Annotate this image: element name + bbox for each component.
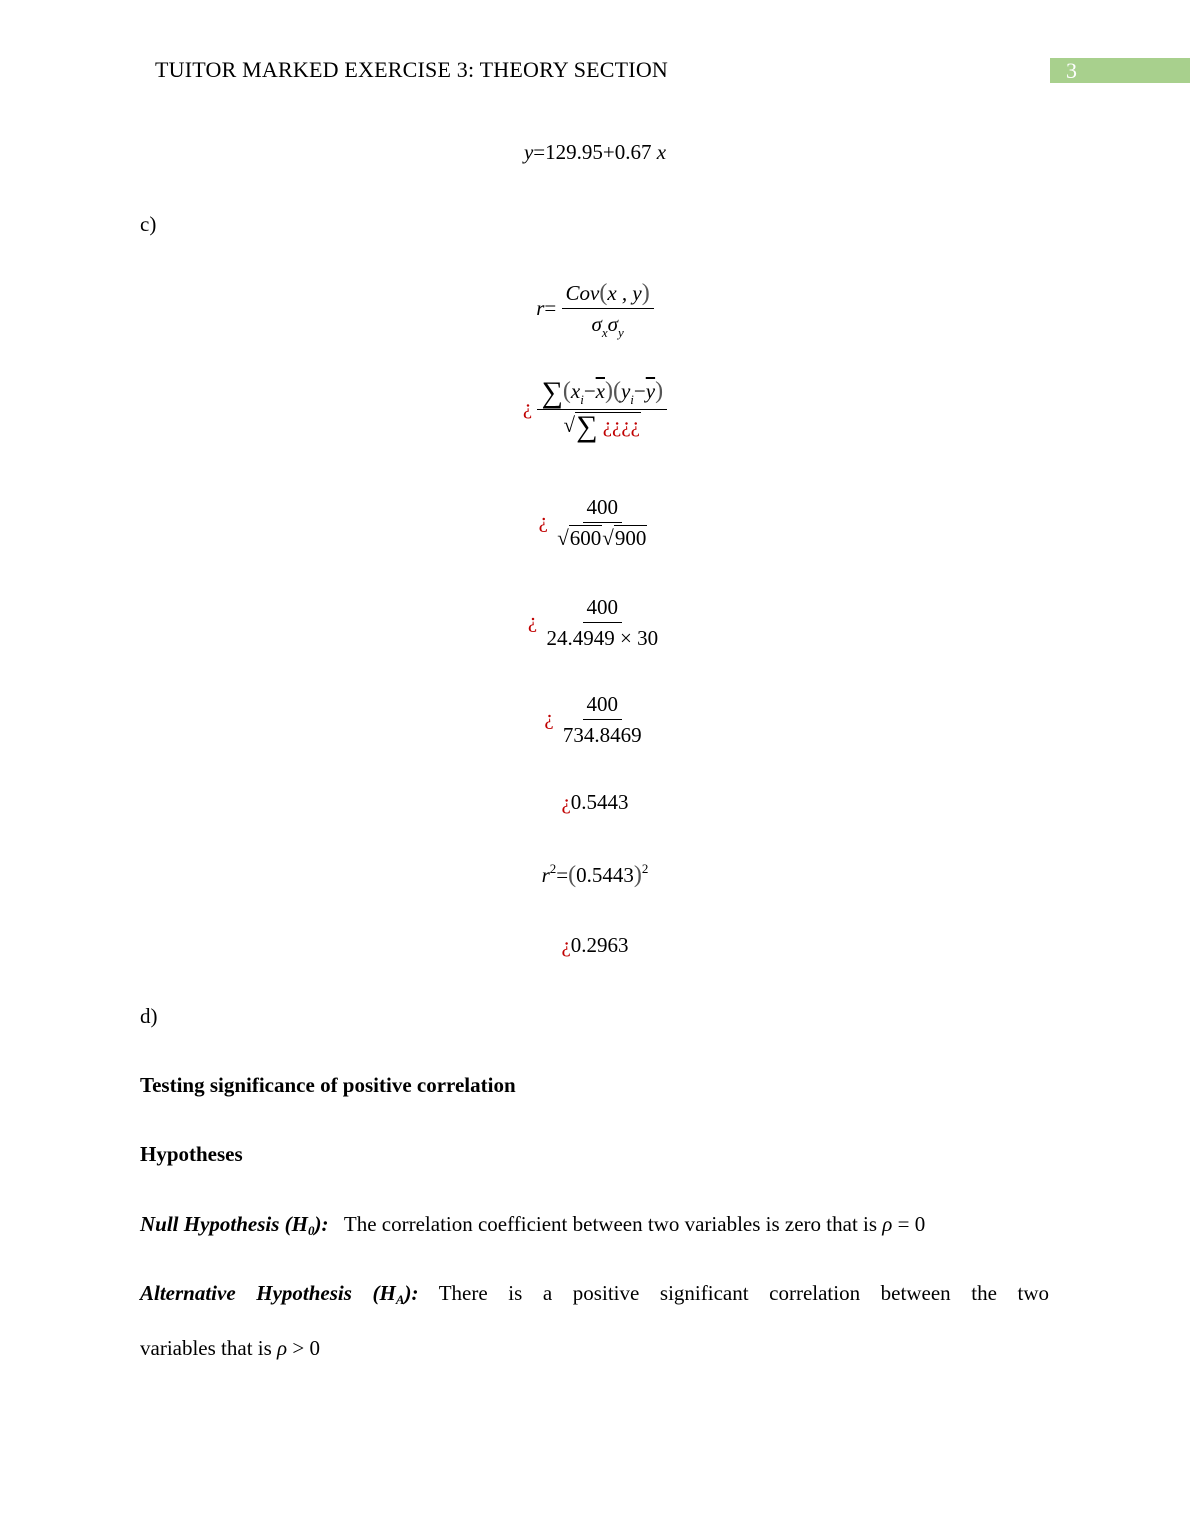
alternative-hypothesis-line1: Alternative Hypothesis (HA): There is a positive significant correlation between the two (140, 1281, 1049, 1307)
r-squared-equation: $r^2=(0.5443)^2$ (541, 861, 649, 888)
part-d-label: d) (140, 1004, 158, 1028)
step-r-value: ¿0.5443 (561, 790, 629, 814)
page-number-badge (1050, 58, 1190, 83)
correlation-summation: ¿ $\frac{\sum(x_i-\overline{x})(y_i-\overline{y})}{√\sum ¿¿¿¿}$ (0, 378, 1190, 440)
step-product: ¿ $\frac{400}{24.4949 \times 30}$ (527, 595, 659, 650)
part-c-label: c) (140, 212, 157, 236)
step-quotient: ¿ $\frac{400}{734.8469}$ (544, 692, 642, 747)
step-r-squared-value: ¿0.2963 (561, 933, 629, 957)
alternative-hypothesis-line2: variables that is ρ > 0 (140, 1336, 320, 1360)
heading-hypotheses: Hypotheses (140, 1142, 243, 1166)
correlation-definition: r= $\frac{\text{Cov(x , y)}}{\sigma_x\sigma_y}$ (0, 280, 1190, 340)
step-sqrt-values: ¿ $\frac{400}{√600√900}$ (538, 495, 647, 550)
running-header-title: TUITOR MARKED EXERCISE 3: THEORY SECTION (155, 57, 668, 82)
page-number: 3 (1066, 58, 1077, 83)
heading-testing-significance: Testing significance of positive correlation (140, 1073, 516, 1097)
regression-equation: y=129.95+0.67 x (523, 140, 667, 164)
null-hypothesis: Null Hypothesis (H0): The correlation coefficient between two variables is zero that is ρ = 0 (140, 1212, 926, 1238)
